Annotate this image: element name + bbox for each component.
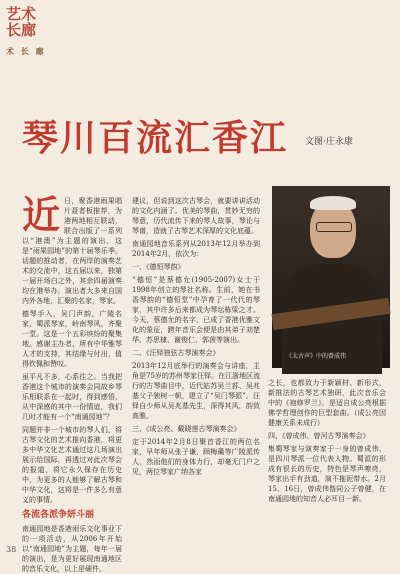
section-subhead: 各流各派争妍斗丽 bbox=[22, 510, 95, 520]
paragraph: 同题并非一个城市的琴人们，将古琴文化的艺术推向香港，将更多中华文化艺术通过这几场演出展示给国际，再透过对此次琴会的报道，将它永久保存在历史中，为更多的人能够了解古琴和中华文化，这将是一件多么有意义的事情。 bbox=[22, 426, 122, 504]
photo-caption: 《太古声》中的曾成伟 bbox=[286, 353, 347, 360]
article-title: 琴川百流汇香江 bbox=[22, 117, 289, 159]
paragraph: 南通园地是香港雨乐文化事业下的一项活动，从2006年开始以“南通园地”为主题，每年一届的演出，是为更好展现南通地区的音乐文化，以上是硬件。 bbox=[22, 525, 122, 573]
paragraph: 南通园地音乐系列从2013年12月举办到2014年2月，依次为： bbox=[132, 240, 260, 258]
list-heading: 一、《德恒琴韵》 bbox=[132, 263, 185, 271]
list-heading: 二、《汪铎独弦古琴演奏会》 bbox=[132, 349, 220, 357]
column-label-main: 艺术长廊 bbox=[6, 5, 37, 39]
paragraph: “德恒”是蔡德允(1905-2007)女士于1998年创立的琴社名称。生前，她在书香琴韵的“德恒堂”中孕育了一代代的琴家，其中许多后来都成为琴坛栋梁之才。今天，蔡德允的名字，已成了香港优雅文化的象征，跨年音乐会便是由其弟子刘楚华、苏思棣、谢俊仁、郭茵等演出。 bbox=[132, 276, 260, 344]
paragraph: 集蜀琴家与演奏家于一身的曾成伟，是四川琴派一位代表人物。蜀派的形成有很长的历史，特色是琴声嘹亮，琴家出手有劲道，演不拖泥带水。2月15、16日，曾成伟偕同公子曾健，在南通园地的知音人必耳目一新。 bbox=[268, 445, 386, 503]
drop-cap: 近 bbox=[22, 192, 61, 237]
paragraph: 日，聚香港雨果唱片聂者板推荐，为港两地相互联动，联合出版了一系列以“港澳”为主题的演出，这是“雨果园地”的第十届琴乐季。话题的推动者，在两岸的演奏艺术的交流中，这五届以来，独第一届开场白之外，其余四届演奏均在港举办，演出者大多来自国内外各地，汇聚的名家，琴家。 bbox=[22, 197, 122, 305]
paragraph: 定于2014年2月8日聚首香江的两位名家，早年师从张子谦、顾梅羹等广陵派传人，然而他们的身体力行，却毫无门户之见，两位琴家广纳各家 bbox=[132, 438, 260, 476]
paragraph: 虽平凡不多，心系往之。当我把香港这个城市的演奏会同故乡琴乐相联系在一起时，得到感悟，从中深感的其中一份情谊，我们几时才能有一个“南通园地”？ bbox=[22, 373, 122, 421]
paragraph: 德琴手入，吴门声韵，广陵名家，蜀派琴家，岭南琴风，齐聚一堂。这是一个五彩缤纷的聚集地。感谢主办者，所有中华雅琴人才的支持，其结缘与付出，值得钦佩和赞叹。 bbox=[22, 310, 122, 368]
portrait-photo bbox=[272, 186, 390, 368]
column-label-tagline: 术 长 廊 bbox=[6, 46, 46, 56]
article-byline: 文图·庄永康 bbox=[305, 137, 353, 147]
paragraph: 2013年12月底举行的演奏会与讲座，主角是75岁的苏州琴家汪铎。在江浙地区流行的古琴曲目中，近代姑苏吴兰荪、吴兆基父子独树一帜，建立了“吴门琴派”。汪铎自少师从吴兆基先生，深得其风，韵致高雅。 bbox=[132, 362, 260, 420]
page-number: 38 bbox=[6, 545, 17, 554]
text-column-1 bbox=[22, 192, 122, 573]
text-column-2 bbox=[132, 196, 260, 550]
paragraph: 之长，也都致力于新颖材、新形式，新推法的古琴艺术独研，此次音乐会中的《袍修罗兰》，是适自成公亮根据佛学哲理创作的巨型套曲。（成公亮因健康关系未成行） bbox=[268, 379, 386, 427]
list-heading: 三、《成公亮、戴晓莲古琴演奏会》 bbox=[132, 425, 241, 433]
list-heading: 四、《曾成伟、曾河古琴演奏会》 bbox=[268, 432, 370, 440]
text-column-3 bbox=[268, 378, 386, 550]
paragraph: 建议，但说到这次古琴会，就要讲讲活动的文化内涵了。优美的琴曲，贯妙无穷的琴意，历代流传下来的琴人故事，琴论与琴谱，造就了古琴艺术深厚的文化底蕴。 bbox=[132, 197, 260, 235]
photo-hair-shape bbox=[310, 196, 356, 210]
photo-glasses-shape bbox=[316, 222, 352, 232]
column-label bbox=[6, 6, 46, 56]
